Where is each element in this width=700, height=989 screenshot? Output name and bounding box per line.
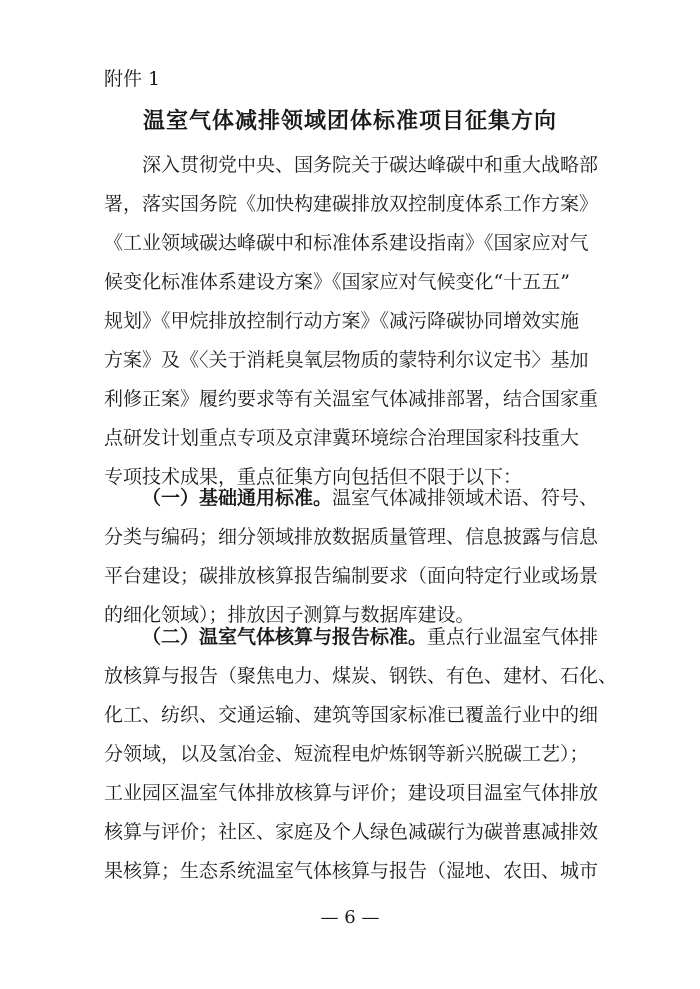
section-accounting-standards [104, 618, 618, 891]
section-line: 放核算与报告（聚焦电力、煤炭、钢铁、有色、建材、石化、 [104, 665, 618, 687]
intro-line: 专项技术成果，重点征集方向包括但不限于以下： [104, 466, 523, 488]
intro-line: 深入贯彻党中央、国务院关于碳达峰碳中和重大战略部 [142, 154, 599, 176]
section-basic-standards [104, 479, 604, 635]
intro-line: 候变化标准体系建设方案》《国家应对气候变化“十五五” [104, 271, 570, 293]
section-first-line [104, 618, 604, 657]
intro-line: 利修正案》履约要求等有关温室气体减排部署，结合国家重 [104, 388, 599, 410]
section-line: 核算与评价；社区、家庭及个人绿色减碳行为碳普惠减排效 [104, 821, 599, 843]
intro-line: 方案》及《〈关于消耗臭氧层物质的蒙特利尔议定书〉基加 [104, 349, 589, 371]
section-first-line [104, 479, 604, 518]
section-heading: （二）温室气体核算与报告标准。 [142, 626, 428, 648]
section-line: 的细化领域）；排放因子测算与数据库建设。 [104, 604, 475, 626]
section-line: 化工、纺织、交通运输、建筑等国家标准已覆盖行业中的细 [104, 704, 599, 726]
section-heading: （一）基础通用标准。 [142, 487, 333, 509]
section-text: 温室气体减排领域术语、符号、 [332, 487, 599, 509]
section-text: 重点行业温室气体排 [427, 626, 599, 648]
intro-paragraph [104, 146, 604, 497]
section-line: 工业园区温室气体排放核算与评价；建设项目温室气体排放 [104, 782, 599, 804]
section-line: 平台建设；碳排放核算报告编制要求（面向特定行业或场景 [104, 565, 599, 587]
attachment-label: 附件 1 [104, 68, 161, 90]
section-line: 分类与编码；细分领域排放数据质量管理、信息披露与信息 [104, 526, 599, 548]
section-line: 果核算；生态系统温室气体核算与报告（湿地、农田、城市 [104, 860, 599, 882]
intro-line: 点研发计划重点专项及京津冀环境综合治理国家科技重大 [104, 427, 580, 449]
section-line: 分领域，以及氢冶金、短流程电炉炼钢等新兴脱碳工艺）； [104, 743, 589, 765]
document-title: 温室气体减排领域团体标准项目征集方向 [142, 108, 557, 134]
page-number: — 6 — [320, 907, 380, 928]
intro-line: 规划》《甲烷排放控制行动方案》《减污降碳协同增效实施 [104, 310, 580, 332]
intro-line: 《工业领域碳达峰碳中和标准体系建设指南》《国家应对气 [104, 232, 589, 254]
intro-line: 署，落实国务院《加快构建碳排放双控制度体系工作方案》 [104, 193, 599, 215]
